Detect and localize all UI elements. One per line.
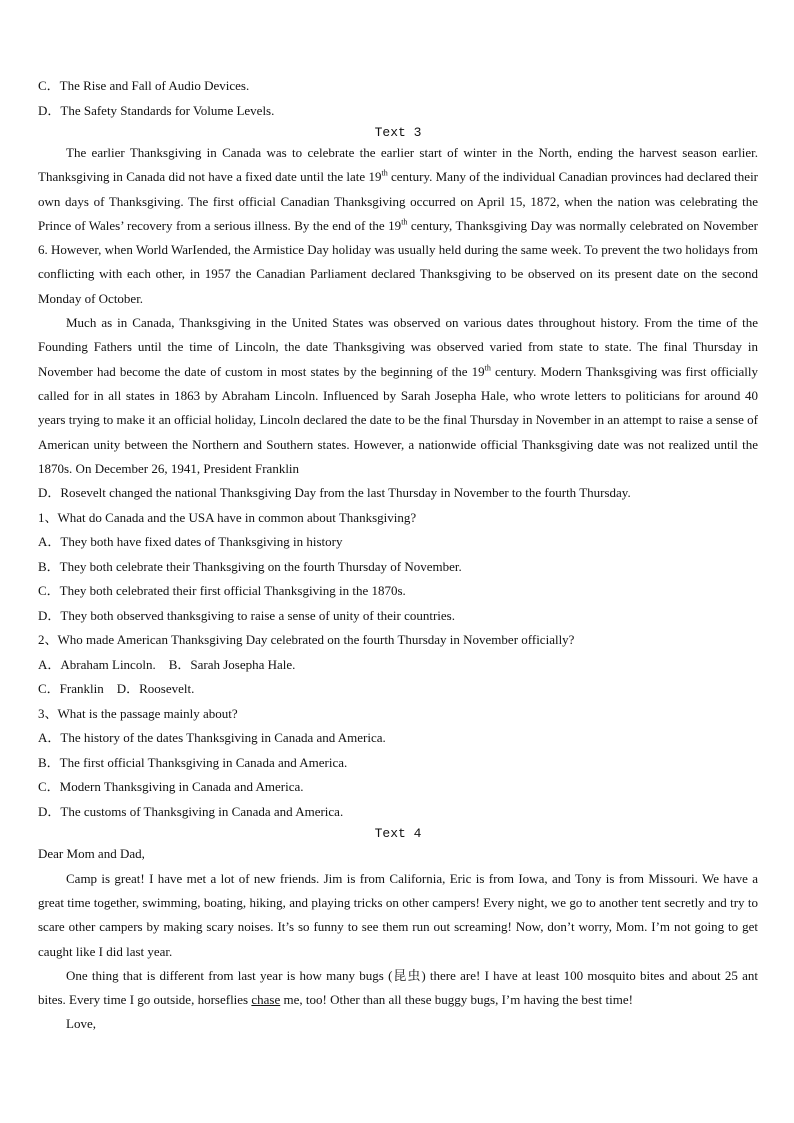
question-2-stem: 2、Who made American Thanksgiving Day celebrated on the fourth Thursday in November officially? [38, 632, 575, 648]
question-3-option-c: C．Modern Thanksgiving in Canada and America. [38, 779, 304, 795]
document-page [38, 74, 758, 1037]
text3-paragraph-3: D．Rosevelt changed the national Thanksgiving Day from the last Thursday in November to the fourth Thursday. [38, 485, 631, 501]
question-1-option-d: D．They both observed thanksgiving to raise a sense of unity of their countries. [38, 607, 455, 623]
prev-option-c: C．The Rise and Fall of Audio Devices. [38, 78, 250, 93]
prev-option-d: D．The Safety Standards for Volume Levels. [38, 102, 275, 118]
question-3-option-a: A．The history of the dates Thanksgiving in Canada and America. [38, 730, 386, 746]
question-1-option-b: B．They both celebrate their Thanksgiving on the fourth Thursday of November. [38, 558, 462, 574]
letter-salutation: Dear Mom and Dad, [38, 846, 145, 862]
text4-heading: Text 4 [374, 826, 422, 842]
underlined-word: chase [251, 992, 281, 1008]
text3-paragraph-1: The earlier Thanksgiving in Canada was to celebrate the earlier start of winter in the North, ending the harvest season earlier. Thanksgiving in Canada did not have a fixed date until the late 19th century. Many of the individual Canadian provinces had declared their own days of Thanksgiving. The first official Canadian Thanksgiving occurred on April 15, 1872, when the nation was celebrating the Prince of Wales’ recovery from a serious illness. By the end of the 19th century, Thanksgiving Day was normally celebrated on November 6. However, when World WarIended, the Armistice Day holiday was usually held during the same week. To prevent the two holidays from conflicting with each other, in 1957 the Canadian Parliament declared Thanksgiving to be observed on its present date on the second Monday of October. [38, 145, 759, 306]
question-1-option-c: C．They both celebrated their first official Thanksgiving in the 1870s. [38, 583, 406, 599]
question-1-option-a: A．They both have fixed dates of Thanksgiving in history [38, 534, 343, 550]
letter-closing: Love, [66, 1016, 96, 1032]
question-3-option-b: B．The first official Thanksgiving in Canada and America. [38, 754, 348, 770]
letter-paragraph-1: Camp is great! I have met a lot of new friends. Jim is from California, Eric is from Iowa, and Tony is from Missouri. We have a great time together, swimming, boating, hiking, and playing tricks on other campers! Every night, we go to another tent secretly and try to scare other campers by making scary noises. It’s so funny to see them run out screaming! Now, don’t worry, Mom. I’m not going to get caught like I did last year. [38, 870, 758, 959]
question-3-stem: 3、What is the passage mainly about? [38, 705, 238, 721]
letter-paragraph-2: One thing that is different from last year is how many bugs (昆虫) there are! I have at least 100 mosquito bites and about 25 ant bites. Every time I go outside, horseflies chase me, too! Other than all these buggy bugs, I’m having the best time! [38, 967, 758, 1008]
question-3-option-d: D．The customs of Thanksgiving in Canada and America. [38, 803, 344, 819]
text3-paragraph-2: Much as in Canada, Thanksgiving in the United States was observed on various dates throughout history. From the time of the Founding Fathers until the time of Lincoln, the date Thanksgiving was observed varied from state to state. The final Thursday in November had become the date of custom in most states by the beginning of the 19th century. Modern Thanksgiving was first officially called for in all states in 1863 by Abraham Lincoln. Influenced by Sarah Josepha Hale, who wrote letters to politicians for around 40 years trying to make it an official holiday, Lincoln declared the date to be the final Thursday in November in an attempt to raise a sense of American unity between the Northern and Southern states. However, a nationwide official Thanksgiving date was not realized until the 1870s. On December 26, 1941, President Franklin [38, 315, 759, 476]
question-1-stem: 1、What do Canada and the USA have in common about Thanksgiving? [38, 509, 417, 525]
question-2-options-ab: A．Abraham Lincoln. B．Sarah Josepha Hale. [38, 656, 296, 672]
text3-heading: Text 3 [374, 125, 422, 140]
question-2-options-cd: C．Franklin D．Roosevelt. [38, 681, 195, 697]
